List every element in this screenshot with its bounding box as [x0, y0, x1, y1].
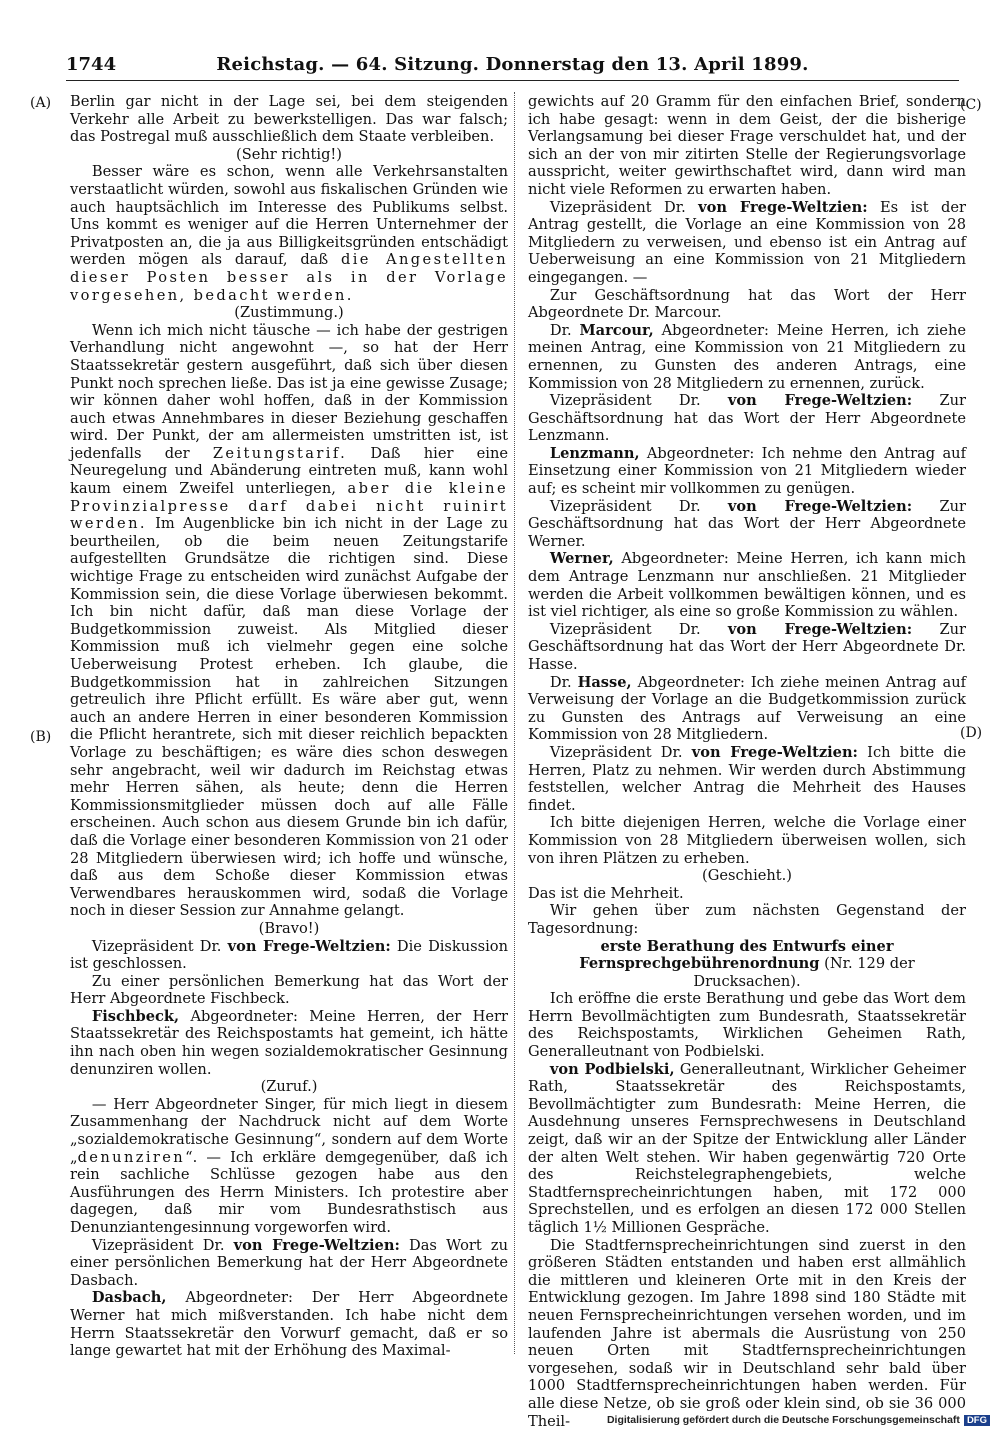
- speaker-name: von Frege-Weltzien:: [727, 497, 913, 515]
- text-run: Die Diskussion ist geschlossen.: [70, 937, 508, 973]
- paragraph: [528, 1061, 966, 1237]
- emphasized-text: aber die kleine Provinzialpresse darf dabei nicht ruinirt werden.: [70, 480, 508, 533]
- paragraph: [70, 322, 508, 920]
- speaker-name: von Frege-Weltzien:: [727, 392, 913, 410]
- text-run: Generalleutnant, Wirklicher Geheimer Rath, Staatssekretär des Reichspostamts, Bevollmächtigter zum Bundesrath: Meine Herren, die Ausdehnung unseres Fernsprechwesens in Deutschland zeigt, daß wir an der Spitze der Entwicklung aller Länder der alten Welt stehen. Wir haben gegenwärtig 720 Orte des Reichstelegraphengebiets, welche Stadtfernsprecheinrichtungen haben, mit 172 000 Sprechstellen, und es erfolgen an diesen 172 000 Stellen täglich 1½ Millionen Gespräche.: [528, 1060, 966, 1236]
- paragraph: [528, 1237, 966, 1431]
- agenda-item: [528, 938, 966, 991]
- text-run: Zur Geschäftsordnung hat das Wort der Herr Abgeordnete Dr. Hasse.: [528, 620, 967, 673]
- text-run: Abgeordneter: Meine Herren, der Herr Staatssekretär des Reichspostamts hat gemeint, ich hätte ihn nach oben hin wegen sozialdemokratischer Gesinnung denunziren wollen.: [70, 1007, 508, 1078]
- paragraph: [528, 445, 966, 498]
- interjection: (Zuruf.): [260, 1078, 318, 1096]
- text-run: Vizepräsident Dr.: [91, 937, 228, 955]
- paragraph: [528, 498, 966, 551]
- text-run: Dr.: [549, 673, 578, 691]
- text-run: Es ist der Antrag gestellt, die Vorlage an eine Kommission von 28 Mitgliedern zu verweisen, und ebenso ist ein Antrag auf Ueberweisung an eine Kommission von 21 Mitgliedern eingegangen. —: [528, 198, 966, 286]
- text-run: Daß hier eine Neuregelung und Abänderung eintreten muß, kann wohl kaum einem Zweifel unterliegen,: [70, 444, 508, 498]
- paragraph: [528, 674, 966, 744]
- text-run: Vizepräsident Dr.: [549, 620, 728, 638]
- paragraph: [70, 1008, 508, 1078]
- speaker-name: Werner,: [549, 550, 614, 568]
- footer-credit: [607, 1414, 990, 1426]
- text-run: Vizepräsident Dr.: [91, 1236, 234, 1254]
- paragraph-continuation: gewichts auf 20 Gramm für den einfachen Brief, sondern ich habe gesagt: wenn in dem Geist, der die bisherige Verlangsamung bei dieser Frage verschuldet hat, und der sich an der von mir zitirten Stelle der Regierungsvorlage ausspricht, weiter gewirthschaftet wird, dann wird man nicht viele Reformen zu erwarten haben.: [528, 93, 966, 198]
- text-run: Das Wort zu einer persönlichen Bemerkung hat der Herr Abgeordnete Dasbach.: [70, 1236, 509, 1289]
- text-run: Abgeordneter: Meine Herren, ich ziehe meinen Antrag, eine Kommission von 21 Mitgliedern zu ernennen, zu Gunsten des anderen Antrags, eine Kommission von 28 Mitgliedern zu ernennen, zurück.: [528, 321, 966, 392]
- text-run: Vizepräsident Dr.: [549, 392, 728, 410]
- margin-marker-d: (D): [960, 725, 983, 741]
- speaker-name: von Frege-Weltzien:: [698, 198, 868, 216]
- running-title: Reichstag. — 64. Sitzung. Donnerstag den 13. April 1899.: [216, 54, 809, 75]
- speaker-name: Lenzmann,: [549, 444, 640, 462]
- text-run: (Nr. 129 der Drucksachen).: [693, 955, 915, 990]
- paragraph: [70, 973, 508, 1008]
- speaker-name: Marcour,: [579, 321, 654, 339]
- margin-marker-b: (B): [30, 729, 52, 745]
- text-run: Abgeordneter: Ich ziehe meinen Antrag auf Verweisung der Vorlage an die Budgetkommission zurück zu Gunsten des Antrags auf Verweisung an eine Kommission von 28 Mitgliedern.: [528, 673, 966, 744]
- speaker-name: Hasse,: [577, 673, 632, 691]
- paragraph: [528, 550, 966, 620]
- margin-marker-c: (C): [960, 97, 982, 113]
- text-run: Vizepräsident Dr.: [549, 497, 728, 515]
- footer-text: Digitalisierung gefördert durch die Deutsche Forschungsgemeinschaft: [606, 1414, 960, 1426]
- paragraph: [70, 1289, 508, 1359]
- text-run: Ich bitte die Herren, Platz zu nehmen. Wir werden durch Abstimmung feststellen, welcher Antrag die Mehrheit des Hauses findet.: [528, 743, 966, 814]
- emphasized-text: die Angestellten dieser Posten besser als in der Vorlage vorgesehen, bedacht werden.: [70, 251, 508, 304]
- text-run: Wir gehen über zum nächsten Gegenstand der Tagesordnung:: [528, 902, 966, 937]
- text-run: Ich bitte diejenigen Herren, welche die Vorlage einer Kommission von 28 Mitgliedern überweisen wollen, sich von ihren Plätzen zu erheben.: [528, 814, 966, 867]
- text-run: Vizepräsident Dr.: [549, 743, 692, 761]
- paragraph: [528, 322, 966, 392]
- paragraph: [70, 938, 508, 973]
- text-run: Zu einer persönlichen Bemerkung hat das Wort der Herr Abgeordnete Fischbeck.: [70, 972, 508, 1008]
- interjection: (Geschieht.): [702, 867, 792, 885]
- left-column: [70, 93, 509, 1360]
- text-run: Vizepräsident Dr.: [549, 198, 699, 216]
- speaker-name: von Frege-Weltzien:: [727, 620, 913, 638]
- paragraph: [528, 902, 966, 937]
- text-run: Zur Geschäftsordnung hat das Wort der Herr Abgeordnete Lenzmann.: [528, 392, 967, 445]
- emphasized-text: Zeitungstarif.: [212, 444, 348, 462]
- text-run: “. — Ich erkläre demgegenüber, daß ich rein sachliche Schlüsse gezogen habe aus den Ausführungen des Herrn Ministers. Ich protestire aber dagegen, daß mir vom Bundesrathstisch aus Denunziantengesinnung vorgeworfen wird.: [70, 1148, 508, 1236]
- paragraph: [528, 392, 966, 445]
- text-run: Im Augenblicke bin ich nicht in der Lage zu beurtheilen, ob die beim neuen Zeitungstarife aufgestellten Grundsätze die richtigen sind. Diese wichtige Frage zu entscheiden wird zunächst Aufgabe der Kommission sein, die diese Vorlage überwiesen bekommt. Ich bin nicht dafür, daß man diese Vorlage der Budgetkommission zuweist. Als Mitglied dieser Kommission muß ich vielmehr gegen eine solche Ueberweisung Protest erheben. Ich glaube, die Budgetkommission hat in zahlreichen Sitzungen getreulich ihre Pflicht erfüllt. Es wäre aber gut, wenn auch an andere Herren in einer besonderen Kommission die Pflicht herantrete, sich mit dieser reichlich bepackten Vorlage zu beschäftigen; es wäre dies schon deswegen sehr angebracht, weil wir dadurch im Reichstag etwas mehr Herren sähen, als heute; denn die Herren Kommissionsmitglieder müssen doch auf alle Fälle erscheinen. Auch schon aus diesem Grunde bin ich dafür, daß die Vorlage einer besonderen Kommission von 21 oder 28 Mitgliedern überwiesen wird; ich hoffe und wünsche, daß aus dem Schoße dieser Kommission etwas Verwendbares herauskommen wird, sodaß die Vorlage noch in dieser Session zur Annahme gelangt.: [70, 515, 508, 920]
- margin-marker-a: (A): [30, 95, 52, 111]
- text-run: Abgeordneter: Meine Herren, ich kann mich dem Antrage Lenzmann nur anschließen. 21 Mitglieder werden die Arbeit vollkommen bewältigen können, und es ist viel richtiger, als eine so große Kommission zu wählen.: [528, 550, 966, 621]
- text-run: Zur Geschäftsordnung hat das Wort der Herr Abgeordnete Werner.: [528, 497, 967, 550]
- text-run: Dr.: [549, 321, 580, 339]
- text-run: Wenn ich mich nicht täusche — ich habe der gestrigen Verhandlung nicht angewohnt —, so hat der Herr Staatssekretär gestern ausgeführt, daß sich über diesen Punkt noch sprechen ließe. Das ist ja eine gewisse Zusage; wir können daher wohl hoffen, daß in der Kommission auch etwas Annehmbares in dieser Beziehung geschaffen wird. Der Punkt, der am allermeisten umstritten ist, ist jedenfalls der: [70, 321, 508, 462]
- paragraph: [528, 814, 966, 867]
- paragraph: [70, 163, 508, 304]
- text-run: Abgeordneter: Ich nehme den Antrag auf Einsetzung einer Kommission von 21 Mitgliedern wieder auf; es scheint mir vollkommen zu genügen.: [528, 444, 966, 498]
- interjection: (Bravo!): [258, 919, 320, 937]
- paragraph: [528, 744, 966, 814]
- page-number: 1744: [66, 54, 117, 75]
- speaker-name: Dasbach,: [91, 1289, 167, 1307]
- speaker-name: von Frege-Weltzien:: [227, 937, 391, 955]
- speaker-name: von Frege-Weltzien:: [691, 743, 858, 761]
- paragraph: [528, 287, 966, 322]
- column-divider: [514, 92, 515, 1354]
- paragraph: [528, 990, 966, 1060]
- paragraph: [528, 199, 966, 287]
- emphasized-text: denunziren: [77, 1148, 186, 1166]
- text-run: — Herr Abgeordneter Singer, für mich liegt in diesem Zusammenhang der Nachdruck nicht auf dem Worte „sozialdemokratische Gesinnung“, sondern auf dem Worte „: [70, 1095, 508, 1166]
- text-run: Abgeordneter: Der Herr Abgeordnete Werner hat mich mißverstanden. Ich habe nicht dem Herrn Staatssekretär den Vorwurf gemacht, daß er so lange gewartet hat mit der Erhöhung des Maximal-: [70, 1289, 508, 1360]
- text-run: Ich eröffne die erste Berathung und gebe das Wort dem Herrn Bevollmächtigten zum Bundesrath, Staatssekretär des Reichspostamts, Wirklichen Geheimen Rath, Generalleutnant von Podbielski.: [528, 990, 966, 1061]
- text-run: Besser wäre es schon, wenn alle Verkehrsanstalten verstaatlicht würden, sowohl aus fiskalischen Gründen wie auch hauptsächlich im Interesse des Publikums selbst. Uns kommt es weniger auf die Herren Unternehmer der Privatposten an, die ja aus Billigkeitsgründen entschädigt werden mögen als darauf, daß: [70, 163, 508, 269]
- speaker-name: erste Berathung des Entwurfs einer Fernsprechgebührenordnung: [579, 937, 894, 973]
- text-run: Die Stadtfernsprecheinrichtungen sind zuerst in den größeren Städten entstanden und haben erst allmählich die mittleren und kleineren Orte mit in den Kreis der Entwicklung gezogen. Im Jahre 1898 sind 180 Städte mit neuen Fernsprecheinrichtungen versehen worden, und im laufenden Jahre ist abermals die Ausrüstung von 250 neuen Orten mit Stadtfernsprecheinrichtungen vorgesehen, sodaß wir in Deutschland sehr bald über 1000 Stadtfernsprecheinrichtungen haben werden. Für alle diese Netze, ob sie groß oder klein sind, ob sie 36 000 Theil-: [528, 1236, 966, 1430]
- speaker-name: von Podbielski,: [549, 1060, 675, 1078]
- dfg-logo: DFG: [964, 1415, 990, 1426]
- page-header: [66, 50, 959, 81]
- speaker-name: von Frege-Weltzien:: [233, 1236, 400, 1254]
- interjection: (Zustimmung.): [234, 304, 344, 322]
- paragraph-continuation: Berlin gar nicht in der Lage sei, bei dem steigenden Verkehr alle Arbeit zu bewerkstelligen. Das war falsch; das Postregal muß ausschließlich dem Staate verbleiben.: [70, 93, 508, 146]
- text-run: Zur Geschäftsordnung hat das Wort der Herr Abgeordnete Dr. Marcour.: [528, 286, 966, 322]
- paragraph: [70, 1096, 508, 1237]
- paragraph-continuation: Das ist die Mehrheit.: [528, 884, 684, 902]
- paragraph: [70, 1237, 508, 1290]
- interjection: (Sehr richtig!): [236, 145, 342, 163]
- speaker-name: Fischbeck,: [91, 1007, 180, 1025]
- paragraph: [528, 621, 966, 674]
